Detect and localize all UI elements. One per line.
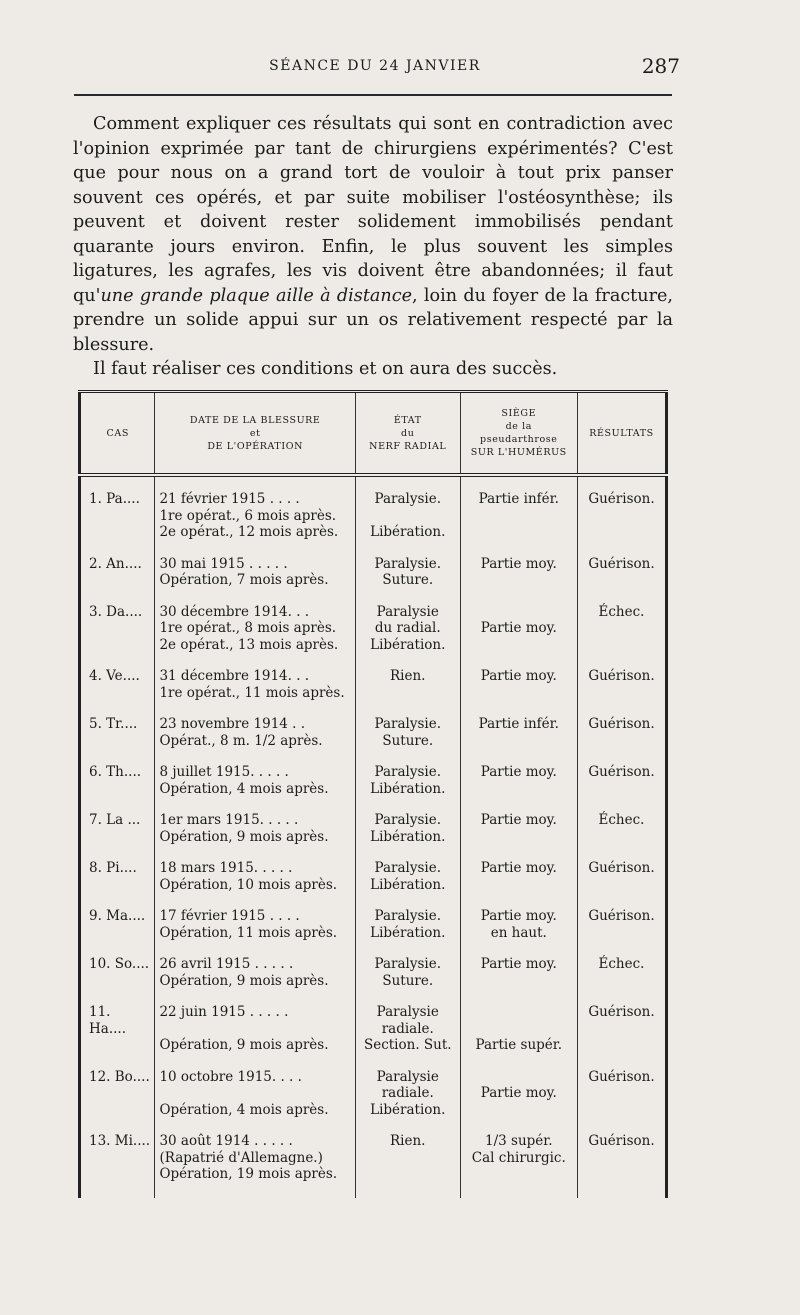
cell-etat-line: Paralysie. [374,555,441,572]
table-row [80,604,667,669]
cell-date-line: 30 août 1914 . . . . . [159,1133,293,1149]
table-row [80,1133,667,1198]
table-row [80,556,667,604]
table-row [80,475,667,556]
table-row [80,764,667,812]
cell-siege-line: Partie supér. [475,1037,563,1053]
table-body [80,475,667,1198]
cell-etat-line: Paralysie. [374,860,441,876]
cell-etat-line: Rien. [390,668,426,684]
cell-cas: 7. La ... [89,812,141,828]
running-title: SÉANCE DU 24 JANVIER [269,58,481,74]
cell-date-line: 21 février 1915 . . . . [159,491,300,507]
cell-etat [355,764,460,812]
table-header-row [80,392,667,476]
cell-date-line: Opération, 9 mois après. [159,828,329,845]
cell-cas: 3. Da.... [89,603,143,620]
page-number: 287 [641,54,680,78]
cell-date-line: Opérat., 8 m. 1/2 après. [159,732,323,749]
cell-resultat: Guérison. [577,475,666,556]
cell-etat-line: Section. Sut. [363,1037,452,1053]
cell-date-line: Opération, 4 mois après. [159,780,329,797]
header-siege: SIÈGE de la pseudarthrose SUR L'HUMÉRUS [460,392,577,476]
cell-date-line: Opération, 4 mois après. [159,1101,329,1118]
cell-etat-line: Suture. [382,732,434,749]
table-row [80,668,667,716]
cell-resultat: Guérison. [577,1004,666,1069]
cell-siege [460,1069,577,1134]
cell-etat-line: Paralysie [376,1068,439,1085]
cell-cas: 11. Ha.... [89,1004,126,1037]
cell-etat-line: Rien. [390,1133,426,1149]
header-date: DATE DE LA BLESSURE et DE L'OPÉRATION [155,392,355,476]
cell-date [155,1069,355,1134]
cell-date [155,908,355,956]
cell-siege-line: Cal chirurgic. [471,1149,566,1166]
cell-resultat: Échec. [577,604,666,669]
cell-date-line: Opération, 7 mois après. [159,572,329,588]
table-row [80,1069,667,1134]
cell-siege [460,1133,577,1198]
cell-etat-line: Libération. [370,636,446,653]
cell-etat-line: Suture. [382,572,434,588]
cell-siege [460,604,577,669]
paragraph-1 [73,112,673,357]
cell-siege [460,668,577,716]
cell-date-line: 1re opérat., 6 mois après. [159,507,337,524]
cell-date-line: 31 décembre 1914. . . [159,668,310,684]
cell-date-line: 30 décembre 1914. . . [159,603,310,620]
cell-etat-line [359,508,457,525]
paragraph-1-text-b: , loin du foyer de la fracture, prendre un solide appui sur un os relativement respecté par la blessure. [73,285,674,355]
cell-etat [355,475,460,556]
cell-resultat: Guérison. [577,860,666,908]
cell-date-line: Opération, 19 mois après. [159,1166,338,1182]
cell-siege [460,764,577,812]
cell-etat-line: Paralysie. [374,491,441,507]
cell-etat-line: Paralysie [376,603,439,620]
cell-cas: 2. An.... [89,555,142,572]
cell-cas: 13. Mi.... [89,1133,151,1149]
cell-siege [460,716,577,764]
cell-etat-line: Libération. [370,924,446,941]
cell-date-line: Opération, 11 mois après. [159,924,338,941]
cell-date-line [159,1085,351,1102]
cell-etat-line: Paralysie. [374,764,441,780]
cell-cas: 9. Ma.... [89,908,146,924]
cell-resultat: Échec. [577,956,666,1004]
cell-etat [355,604,460,669]
cell-etat-line: Libération. [370,828,446,845]
cell-etat-line: Paralysie. [374,908,441,924]
cell-siege-line: Partie moy. [480,860,557,876]
cell-siege-line: 1/3 supér. [485,1133,553,1149]
cell-date-line: (Rapatrié d'Allemagne.) [159,1149,323,1166]
cell-siege [460,1004,577,1069]
cell-etat [355,1069,460,1134]
cell-date-line: 1re opérat., 11 mois après. [159,684,345,701]
cell-date-line: 23 novembre 1914 . . [159,716,306,732]
cell-siege-line: Partie moy. [480,620,557,636]
page-header [70,54,680,82]
cell-cas: 8. Pi.... [89,860,137,876]
cell-date-line: 26 avril 1915 . . . . . [159,956,294,972]
cell-etat-line: Paralysie [376,1004,439,1020]
cell-siege-line [464,604,574,621]
cell-resultat: Guérison. [577,1133,666,1198]
cell-date [155,1133,355,1198]
cell-resultat: Guérison. [577,716,666,764]
cell-etat [355,860,460,908]
cell-date [155,812,355,860]
cell-resultat: Échec. [577,812,666,860]
cell-etat-line: Paralysie. [374,956,441,972]
cell-etat-line: Libération. [370,524,446,540]
cell-etat [355,908,460,956]
header-etat: ÉTAT du NERF RADIAL [355,392,460,476]
paragraph-1-italic: une grande plaque aille à distance [100,285,412,306]
cell-siege-line: Partie moy. [480,956,557,972]
cell-date-line: 10 octobre 1915. . . . [159,1068,302,1085]
cell-etat [355,1133,460,1198]
cell-etat-line: radiale. [381,1085,434,1101]
cell-date [155,475,355,556]
cell-siege-line [464,1069,574,1086]
cell-siege-line: en haut. [490,924,547,941]
cell-siege [460,475,577,556]
cell-siege [460,908,577,956]
cell-date [155,1004,355,1069]
cell-date [155,860,355,908]
cell-etat [355,668,460,716]
cell-date-line: 17 février 1915 . . . . [159,908,300,924]
cell-date-line: 2e opérat., 13 mois après. [159,636,339,653]
cell-etat-line: Paralysie. [374,812,441,828]
cell-resultat: Guérison. [577,908,666,956]
cell-date-line: 2e opérat., 12 mois après. [159,524,339,540]
cell-cas: 6. Th.... [89,764,142,780]
cell-cas: 12. Bo.... [89,1068,150,1085]
cell-resultat: Guérison. [577,556,666,604]
cell-siege-line: Partie moy. [480,1085,557,1101]
cell-resultat: Guérison. [577,1069,666,1134]
cell-siege-line: Partie infér. [478,716,559,732]
cell-date-line: 1re opérat., 8 mois après. [159,620,337,636]
cell-date-line: Opération, 9 mois après. [159,1037,329,1053]
cell-date-line: 22 juin 1915 . . . . . [159,1004,289,1020]
cell-date-line [159,1021,351,1038]
cell-etat-line: Paralysie. [374,716,441,732]
cell-date [155,668,355,716]
cell-siege [460,812,577,860]
table-row [80,812,667,860]
cell-date-line: 30 mai 1915 . . . . . [159,555,288,572]
cell-date-line: Opération, 9 mois après. [159,972,329,989]
cases-table [78,390,668,1198]
cell-siege-line: Partie moy. [480,908,557,924]
cell-etat-line: Libération. [370,1101,446,1118]
cell-cas: 5. Tr.... [89,716,138,732]
cell-etat-line: radiale. [381,1020,434,1037]
cell-siege-line: Partie moy. [480,812,557,828]
cell-etat-line: du radial. [374,620,441,636]
cell-date-line: Opération, 10 mois après. [159,876,338,893]
cell-date [155,764,355,812]
paragraph-2: Il faut réaliser ces conditions et on aura des succès. [93,359,558,379]
cell-etat [355,956,460,1004]
cell-siege [460,956,577,1004]
table-row [80,956,667,1004]
paragraph-1-text-a: Comment expliquer ces résultats qui sont en contradiction avec l'opinion exprimée par tant de chirurgiens expérimentés? C'est que pour nous on a grand tort de vouloir à tout prix panser souvent ces opérés, et par suite mobiliser l'ostéosynthèse; ils peuvent et doivent rester solidement immobilisés pendant quarante jours environ. Enfin, le plus souvent les simples ligatures, les agrafes, les vis doivent être abandonnées; il faut qu' [73,114,673,306]
header-cas: CAS [80,392,155,476]
cell-siege-line: Partie infér. [478,491,559,507]
table-row [80,860,667,908]
table-row [80,1004,667,1069]
cell-etat [355,556,460,604]
table-row [80,716,667,764]
cell-etat-line: Libération. [370,780,446,797]
cell-cas: 1. Pa.... [89,491,140,507]
cell-date [155,556,355,604]
cell-cas: 4. Ve.... [89,668,140,684]
cell-cas: 10. So.... [89,956,150,972]
cell-siege-line: Partie moy. [480,668,557,684]
cell-date [155,604,355,669]
cell-resultat: Guérison. [577,668,666,716]
cell-resultat: Guérison. [577,764,666,812]
cell-etat [355,812,460,860]
cell-siege [460,556,577,604]
cell-date-line: 1er mars 1915. . . . . [159,812,299,828]
header-resultats: RÉSULTATS [577,392,666,476]
cell-siege-line: Partie moy. [480,764,557,780]
cell-siege-line: Partie moy. [480,555,557,572]
cell-date-line: 8 juillet 1915. . . . . [159,764,289,780]
cell-date [155,956,355,1004]
table-row [80,908,667,956]
cell-siege [460,860,577,908]
cell-etat [355,716,460,764]
cell-siege-line [464,1021,574,1038]
cell-siege-line [464,1004,574,1021]
cell-date-line: 18 mars 1915. . . . . [159,860,293,876]
cell-etat-line: Libération. [370,876,446,893]
header-rule [74,94,672,96]
cell-etat-line: Suture. [382,972,434,989]
cell-date [155,716,355,764]
cell-etat [355,1004,460,1069]
body-text [73,112,673,382]
